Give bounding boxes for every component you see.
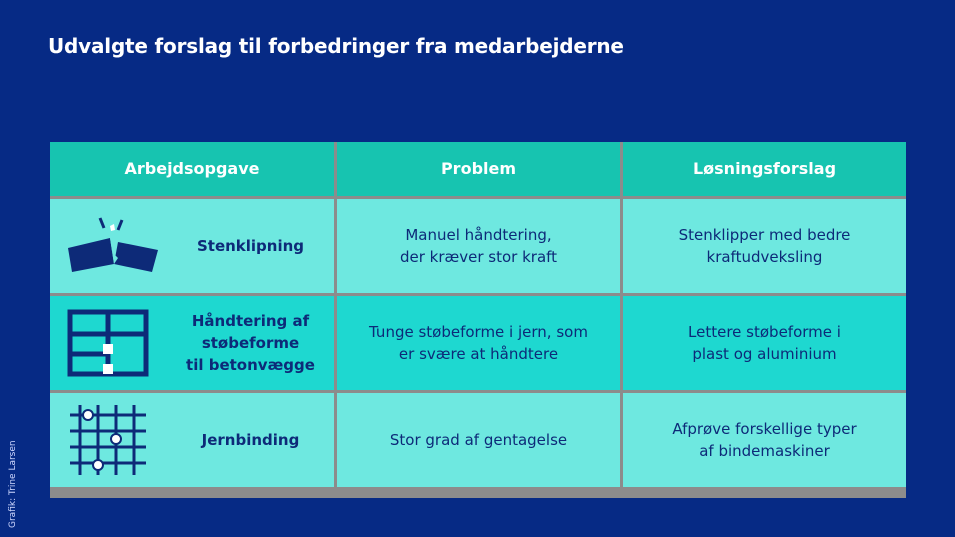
page-title: Udvalgte forslag til forbedringer fra medarbejderne — [48, 34, 624, 58]
problem-text-1: Manuel håndtering, der kræver stor kraft — [399, 226, 558, 266]
header-task: Arbejdsopgave — [50, 142, 334, 196]
rebar-grid-icon — [66, 403, 150, 477]
table-row-1-task — [50, 199, 334, 293]
proposals-table — [50, 142, 906, 498]
concrete-mold-icon — [66, 308, 150, 378]
solution-text-3: Afprøve forskellige typer af bindemaskiner — [672, 420, 857, 460]
header-problem: Problem — [337, 142, 620, 196]
graphic-credit: Grafik: Trine Larsen — [8, 440, 18, 528]
task-label-3: Jernbinding — [201, 431, 300, 449]
solution-text-2: Lettere støbeforme i plast og aluminium — [688, 323, 841, 363]
solution-text-1: Stenklipper med bedre kraftudveksling — [678, 226, 851, 266]
table-row-2-problem — [337, 296, 620, 390]
problem-text-2: Tunge støbeforme i jern, som er svære at håndtere — [369, 323, 588, 363]
table-row-1-problem — [337, 199, 620, 293]
problem-text-3: Stor grad af gentagelse — [389, 431, 568, 449]
task-label-1: Stenklipning — [196, 237, 305, 255]
task-label-2: Håndtering af støbeforme til betonvægge — [186, 312, 315, 374]
table-row-2-task — [50, 296, 334, 390]
header-solution: Løsningsforslag — [623, 142, 906, 196]
table-row-1-solution — [623, 199, 906, 293]
table-row-3-solution — [623, 393, 906, 487]
table-row-2-solution — [623, 296, 906, 390]
table-row-3-task — [50, 393, 334, 487]
cracked-stone-icon — [66, 216, 162, 276]
table-row-3-problem — [337, 393, 620, 487]
